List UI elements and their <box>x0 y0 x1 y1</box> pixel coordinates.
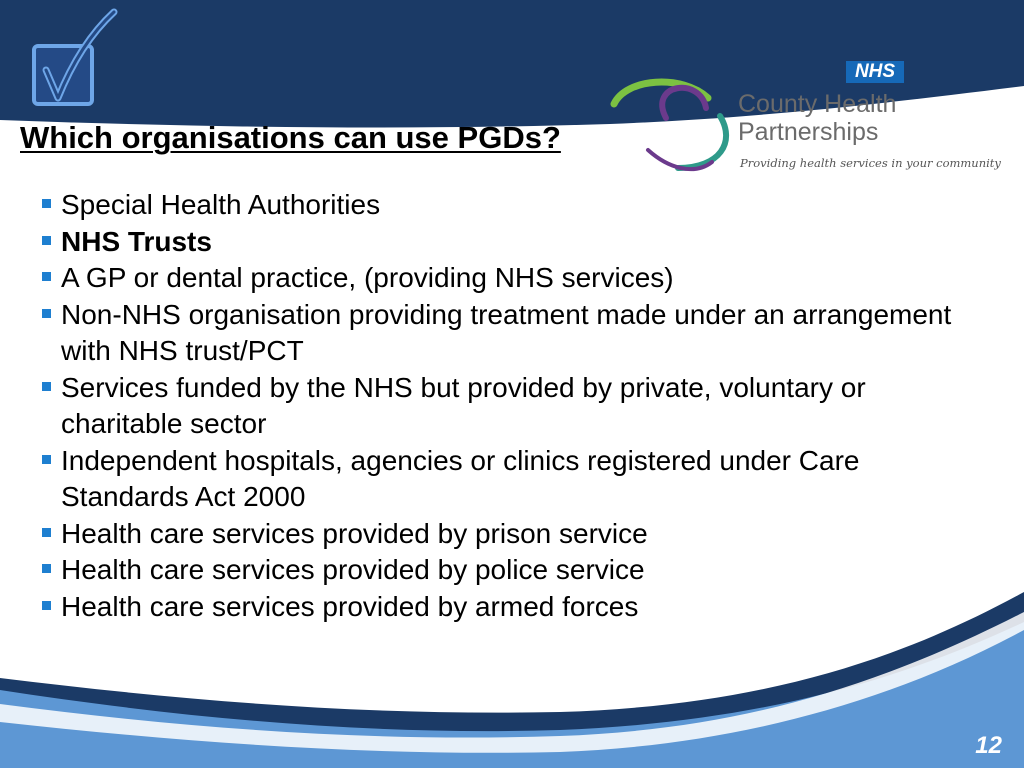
bullet-item <box>40 516 980 553</box>
bullet-item <box>40 552 980 589</box>
bullet-item <box>40 187 980 224</box>
org-name-line1: County Health <box>738 90 897 118</box>
nhs-logo: NHS <box>846 61 904 83</box>
org-name-line2: Partnerships <box>738 118 879 146</box>
bullet-item <box>40 370 980 443</box>
slide-title: Which organisations can use PGDs? <box>20 120 561 155</box>
bullet-text: A GP or dental practice, (providing NHS services) <box>61 262 674 293</box>
bullet-item <box>40 443 980 516</box>
org-name <box>738 90 896 146</box>
bullet-item <box>40 224 980 261</box>
page-number: 12 <box>975 732 1002 759</box>
bullet-text: Special Health Authorities <box>61 189 381 220</box>
org-tagline: Providing health services in your community <box>740 156 1001 170</box>
bullet-item <box>40 297 980 370</box>
bullet-text: Health care services provided by prison service <box>61 517 648 549</box>
square-bullet-icon <box>42 601 51 610</box>
square-bullet-icon <box>42 528 51 537</box>
square-bullet-icon <box>42 272 51 281</box>
square-bullet-icon <box>42 309 51 318</box>
square-bullet-icon <box>42 455 51 464</box>
bullet-list <box>40 187 980 625</box>
bullet-text: Health care services provided by police service <box>61 554 645 585</box>
square-bullet-icon <box>42 382 51 391</box>
square-bullet-icon <box>42 236 51 245</box>
square-bullet-icon <box>42 564 51 573</box>
bullet-item <box>40 589 980 626</box>
checkbox-tick-icon <box>26 6 122 110</box>
bullet-text: NHS Trusts <box>61 225 212 257</box>
bullet-text: Health care services provided by armed forces <box>61 590 639 622</box>
bullet-text: Non-NHS organisation providing treatment made under an arrangement with NHS trust/PCT <box>61 298 952 366</box>
bullet-text: Services funded by the NHS but provided by private, voluntary or charitable sector <box>61 371 866 439</box>
bullet-text: Independent hospitals, agencies or clinics registered under Care Standards Act 2000 <box>61 444 860 512</box>
bullet-item <box>40 260 980 297</box>
square-bullet-icon <box>42 199 51 208</box>
